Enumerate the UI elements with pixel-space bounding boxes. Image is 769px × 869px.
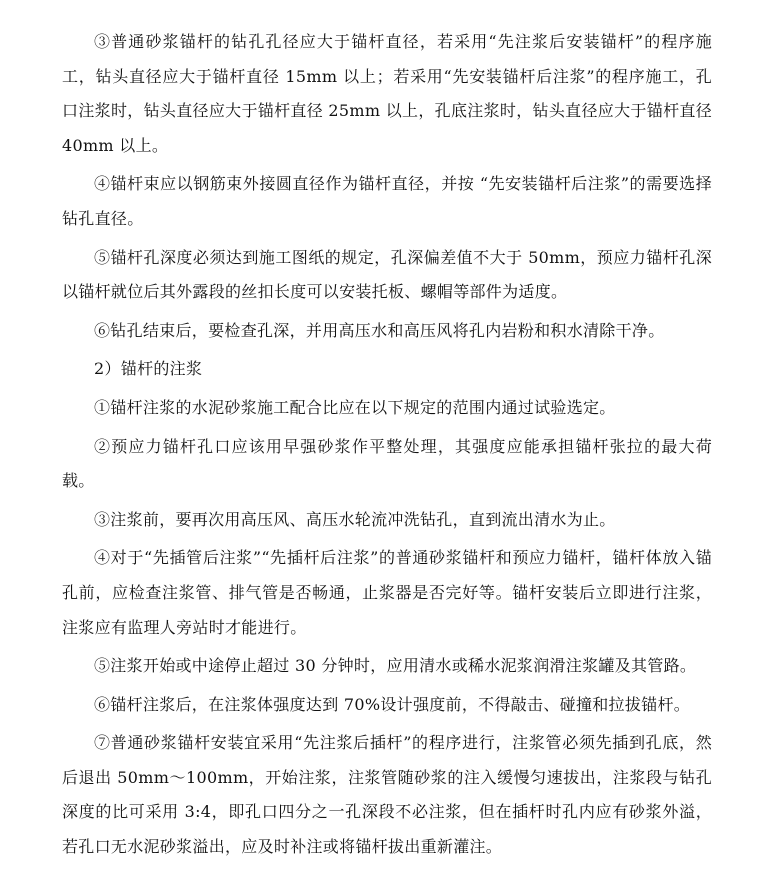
paragraph-drilling-diameter: ③普通砂浆锚杆的钻孔孔径应大于锚杆直径，若采用“先注浆后安装锚杆”的程序施工，钻头直径应大于锚杆直径 15mm 以上；若采用“先安装锚杆后注浆”的程序施工，孔口注浆时，钻头直径应大于锚杆直径 25mm 以上，孔底注浆时，钻头直径应大于锚杆直径 40mm 以上。 — [62, 32, 712, 155]
paragraph-interruption: ⑤注浆开始或中途停止超过 30 分钟时，应用清水或稀水泥浆润滑注浆罐及其管路。 — [94, 656, 697, 676]
paragraph-pipe-check: ④对于“先插管后注浆”“先插杆后注浆”的普通砂浆锚杆和预应力锚杆，锚杆体放入锚孔前，应检查注浆管、排气管是否畅通，止浆器是否完好等。锚杆安装后立即进行注浆，注浆应有监理人旁站时才能进行。 — [62, 548, 712, 637]
paragraph-hole-cleaning: ⑥钻孔结束后，要检查孔深，并用高压水和高压风将孔内岩粉和积水清除干净。 — [94, 320, 665, 340]
document-body — [62, 25, 712, 869]
paragraph-hole-depth: ⑤锚杆孔深度必须达到施工图纸的规定，孔深偏差值不大于 50mm，预应力锚杆孔深以锚杆就位后其外露段的丝扣长度可以安装托板、螺帽等部件为适度。 — [62, 247, 712, 302]
paragraph-curing: ⑥锚杆注浆后，在注浆体强度达到 70%设计强度前，不得敲击、碰撞和拉拔锚杆。 — [94, 694, 691, 714]
paragraph-mix-ratio: ①锚杆注浆的水泥砂浆施工配合比应在以下规定的范围内通过试验选定。 — [94, 397, 616, 417]
paragraph-flushing: ③注浆前，要再次用高压风、高压水轮流冲洗钻孔，直到流出清水为止。 — [94, 509, 616, 529]
paragraph-prestressed-orifice: ②预应力锚杆孔口应该用早强砂浆作平整处理，其强度应能承担锚杆张拉的最大荷载。 — [62, 436, 712, 491]
section-heading-grouting: 2）锚杆的注浆 — [94, 359, 203, 379]
paragraph-bundle-diameter: ④锚杆束应以钢筋束外接圆直径作为锚杆直径，并按 “先安装锚杆后注浆”的需要选择钻孔直径。 — [62, 174, 712, 228]
paragraph-grout-first: ⑦普通砂浆锚杆安装宜采用“先注浆后插杆”的程序进行，注浆管必须先插到孔底，然后退出 50mm～100mm，开始注浆，注浆管随砂浆的注入缓慢匀速拔出，注浆段与钻孔深度的比可采用 3:4，即孔口四分之一孔深段不必注浆，但在插杆时孔内应有砂浆外溢，若孔口无水泥砂浆溢出，应及时补注或将锚杆拔出重新灌注。 — [62, 733, 712, 857]
